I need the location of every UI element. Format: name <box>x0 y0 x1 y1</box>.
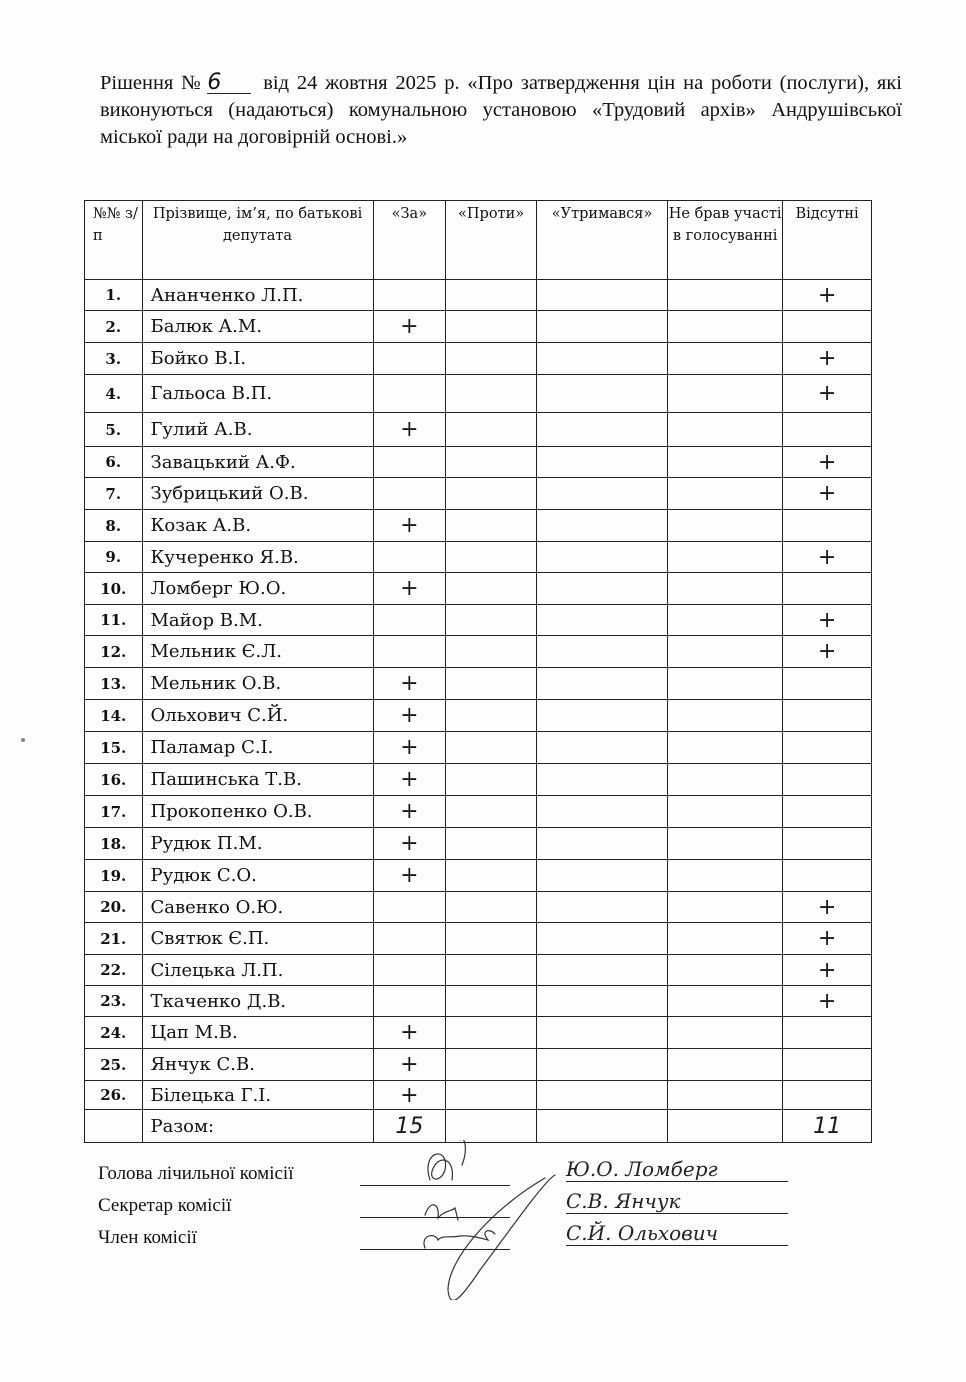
absent-cell: + <box>783 923 872 955</box>
vote-for-cell: + <box>373 1081 446 1110</box>
row-number: 3. <box>85 343 143 375</box>
row-number: 7. <box>85 478 143 510</box>
row-number: 1. <box>85 280 143 311</box>
vote-against-cell <box>446 828 537 860</box>
row-number: 2. <box>85 311 143 343</box>
vote-for-cell <box>373 892 446 923</box>
vote-for-cell: + <box>373 668 446 700</box>
vote-for-cell: + <box>373 796 446 828</box>
signature-role: Член комісії <box>98 1227 197 1248</box>
not-voted-cell <box>668 510 783 542</box>
not-voted-cell <box>668 892 783 923</box>
deputy-name: Бойко В.І. <box>142 343 373 375</box>
vote-against-cell <box>446 732 537 764</box>
vote-abstained-cell <box>536 375 667 413</box>
total-label: Разом: <box>142 1110 373 1143</box>
absent-cell <box>783 1049 872 1081</box>
absent-cell: + <box>783 280 872 311</box>
vote-abstained-cell <box>536 311 667 343</box>
vote-abstained-cell <box>536 892 667 923</box>
not-voted-cell <box>668 1049 783 1081</box>
deputy-name: Кучеренко Я.В. <box>142 542 373 573</box>
vote-against-cell <box>446 413 537 447</box>
header-abstained: «Утримався» <box>536 201 667 280</box>
absent-cell <box>783 510 872 542</box>
vote-abstained-cell <box>536 478 667 510</box>
table-row <box>85 923 872 955</box>
vote-abstained-cell <box>536 732 667 764</box>
header-against: «Проти» <box>446 201 537 280</box>
row-number: 10. <box>85 573 143 605</box>
vote-for-cell: + <box>373 764 446 796</box>
vote-against-cell <box>446 636 537 668</box>
header-not-voted: Не брав участі в голосуванні <box>668 201 783 280</box>
vote-for-cell <box>373 605 446 636</box>
table-row <box>85 892 872 923</box>
absent-cell <box>783 860 872 892</box>
deputy-name: Сілецька Л.П. <box>142 955 373 986</box>
absent-cell: + <box>783 636 872 668</box>
table-row <box>85 447 872 478</box>
table-row <box>85 510 872 542</box>
absent-cell <box>783 1017 872 1049</box>
row-number: 16. <box>85 764 143 796</box>
vote-against-cell <box>446 986 537 1017</box>
table-row <box>85 573 872 605</box>
row-number: 5. <box>85 413 143 447</box>
deputy-name: Ананченко Л.П. <box>142 280 373 311</box>
deputy-name: Майор В.М. <box>142 605 373 636</box>
decision-number: 6 <box>207 73 251 94</box>
vote-for-cell: + <box>373 1049 446 1081</box>
vote-abstained-cell <box>536 828 667 860</box>
vote-against-cell <box>446 605 537 636</box>
signature-line <box>360 1217 510 1218</box>
total-absent: 11 <box>783 1110 872 1143</box>
signature-line <box>360 1185 510 1186</box>
table-row <box>85 700 872 732</box>
vote-abstained-cell <box>536 860 667 892</box>
vote-for-cell: + <box>373 573 446 605</box>
deputy-name: Рудюк С.О. <box>142 860 373 892</box>
not-voted-cell <box>668 343 783 375</box>
vote-abstained-cell <box>536 542 667 573</box>
deputy-name: Мельник Є.Л. <box>142 636 373 668</box>
not-voted-cell <box>668 955 783 986</box>
table-row <box>85 955 872 986</box>
vote-against-cell <box>446 573 537 605</box>
row-number: 13. <box>85 668 143 700</box>
total-not-voted <box>668 1110 783 1143</box>
vote-against-cell <box>446 447 537 478</box>
row-number: 9. <box>85 542 143 573</box>
deputy-name: Завацький А.Ф. <box>142 447 373 478</box>
vote-abstained-cell <box>536 764 667 796</box>
not-voted-cell <box>668 828 783 860</box>
vote-for-cell: + <box>373 700 446 732</box>
vote-against-cell <box>446 1081 537 1110</box>
not-voted-cell <box>668 605 783 636</box>
vote-abstained-cell <box>536 923 667 955</box>
signature-role: Голова лічильної комісії <box>98 1163 294 1184</box>
vote-against-cell <box>446 923 537 955</box>
not-voted-cell <box>668 700 783 732</box>
vote-abstained-cell <box>536 573 667 605</box>
absent-cell: + <box>783 478 872 510</box>
deputy-name: Білецька Г.І. <box>142 1081 373 1110</box>
row-number: 6. <box>85 447 143 478</box>
deputy-name: Пашинська Т.В. <box>142 764 373 796</box>
table-row <box>85 343 872 375</box>
table-row <box>85 1049 872 1081</box>
table-row <box>85 478 872 510</box>
not-voted-cell <box>668 375 783 413</box>
not-voted-cell <box>668 478 783 510</box>
vote-abstained-cell <box>536 668 667 700</box>
row-number: 14. <box>85 700 143 732</box>
deputy-name: Ломберг Ю.О. <box>142 573 373 605</box>
not-voted-cell <box>668 764 783 796</box>
vote-for-cell <box>373 955 446 986</box>
row-number: 12. <box>85 636 143 668</box>
not-voted-cell <box>668 1081 783 1110</box>
absent-cell: + <box>783 605 872 636</box>
deputy-name: Балюк А.М. <box>142 311 373 343</box>
not-voted-cell <box>668 923 783 955</box>
signature-name: Ю.О. Ломберг <box>566 1157 788 1182</box>
row-number: 20. <box>85 892 143 923</box>
not-voted-cell <box>668 796 783 828</box>
vote-abstained-cell <box>536 955 667 986</box>
total-row <box>85 1110 872 1143</box>
row-number: 23. <box>85 986 143 1017</box>
absent-cell <box>783 311 872 343</box>
absent-cell: + <box>783 447 872 478</box>
table-row <box>85 280 872 311</box>
absent-cell <box>783 796 872 828</box>
table-row <box>85 636 872 668</box>
vote-against-cell <box>446 860 537 892</box>
vote-abstained-cell <box>536 280 667 311</box>
vote-against-cell <box>446 542 537 573</box>
table-row <box>85 796 872 828</box>
deputy-name: Ткаченко Д.В. <box>142 986 373 1017</box>
absent-cell <box>783 732 872 764</box>
decision-text: від 24 жовтня 2025 р. «Про затвердження цін на роботи (послуги), які виконуються (надаються) комунальною установою «Трудовий архів» Андрушівської міської ради на договірній основі.» <box>100 72 902 148</box>
vote-for-cell: + <box>373 413 446 447</box>
row-number: 24. <box>85 1017 143 1049</box>
absent-cell: + <box>783 986 872 1017</box>
deputy-name: Мельник О.В. <box>142 668 373 700</box>
voting-table <box>84 200 872 1143</box>
not-voted-cell <box>668 542 783 573</box>
absent-cell <box>783 828 872 860</box>
table-row <box>85 605 872 636</box>
table-row <box>85 668 872 700</box>
row-number: 4. <box>85 375 143 413</box>
table-row <box>85 1081 872 1110</box>
vote-for-cell: + <box>373 510 446 542</box>
vote-abstained-cell <box>536 986 667 1017</box>
deputy-name: Савенко О.Ю. <box>142 892 373 923</box>
signature-line <box>360 1249 510 1250</box>
deputy-name: Гулий А.В. <box>142 413 373 447</box>
absent-cell <box>783 413 872 447</box>
table-row <box>85 764 872 796</box>
vote-against-cell <box>446 668 537 700</box>
row-number: 17. <box>85 796 143 828</box>
decision-title <box>100 70 902 151</box>
not-voted-cell <box>668 413 783 447</box>
vote-abstained-cell <box>536 1081 667 1110</box>
vote-against-cell <box>446 955 537 986</box>
row-number: 11. <box>85 605 143 636</box>
absent-cell: + <box>783 343 872 375</box>
vote-for-cell: + <box>373 732 446 764</box>
row-number: 8. <box>85 510 143 542</box>
header-name: Прізвище, ім’я, по батькові депутата <box>142 201 373 280</box>
vote-for-cell: + <box>373 1017 446 1049</box>
total-for: 15 <box>373 1110 446 1143</box>
absent-cell: + <box>783 375 872 413</box>
signature-name: С.Й. Ольхович <box>566 1221 788 1246</box>
absent-cell <box>783 1081 872 1110</box>
table-body <box>85 280 872 1143</box>
vote-for-cell <box>373 542 446 573</box>
vote-against-cell <box>446 343 537 375</box>
vote-for-cell <box>373 447 446 478</box>
vote-against-cell <box>446 892 537 923</box>
row-number: 18. <box>85 828 143 860</box>
deputy-name: Прокопенко О.В. <box>142 796 373 828</box>
table-row <box>85 860 872 892</box>
table-row <box>85 986 872 1017</box>
deputy-name: Зубрицький О.В. <box>142 478 373 510</box>
signature-name: С.В. Янчук <box>566 1189 788 1214</box>
vote-for-cell <box>373 478 446 510</box>
absent-cell <box>783 668 872 700</box>
not-voted-cell <box>668 573 783 605</box>
vote-against-cell <box>446 478 537 510</box>
table-row <box>85 542 872 573</box>
deputy-name: Янчук С.В. <box>142 1049 373 1081</box>
vote-for-cell <box>373 343 446 375</box>
vote-against-cell <box>446 311 537 343</box>
vote-abstained-cell <box>536 1017 667 1049</box>
header-number: №№ з/п <box>85 201 143 280</box>
deputy-name: Паламар С.І. <box>142 732 373 764</box>
absent-cell <box>783 764 872 796</box>
deputy-name: Гальоса В.П. <box>142 375 373 413</box>
absent-cell: + <box>783 542 872 573</box>
vote-against-cell <box>446 280 537 311</box>
vote-abstained-cell <box>536 413 667 447</box>
not-voted-cell <box>668 732 783 764</box>
table-row <box>85 375 872 413</box>
deputy-name: Святюк Є.П. <box>142 923 373 955</box>
vote-against-cell <box>446 1017 537 1049</box>
vote-against-cell <box>446 700 537 732</box>
vote-abstained-cell <box>536 447 667 478</box>
not-voted-cell <box>668 1017 783 1049</box>
vote-abstained-cell <box>536 700 667 732</box>
deputy-name: Рудюк П.М. <box>142 828 373 860</box>
total-against <box>446 1110 537 1143</box>
vote-abstained-cell <box>536 510 667 542</box>
absent-cell <box>783 700 872 732</box>
not-voted-cell <box>668 447 783 478</box>
vote-abstained-cell <box>536 1049 667 1081</box>
vote-against-cell <box>446 764 537 796</box>
not-voted-cell <box>668 668 783 700</box>
table-row <box>85 828 872 860</box>
not-voted-cell <box>668 280 783 311</box>
row-number: 22. <box>85 955 143 986</box>
vote-abstained-cell <box>536 343 667 375</box>
row-number: 26. <box>85 1081 143 1110</box>
vote-for-cell <box>373 280 446 311</box>
decision-prefix: Рішення № <box>100 72 204 94</box>
not-voted-cell <box>668 860 783 892</box>
signature-role: Секретар комісії <box>98 1195 232 1216</box>
not-voted-cell <box>668 311 783 343</box>
not-voted-cell <box>668 636 783 668</box>
row-number: 15. <box>85 732 143 764</box>
deputy-name: Цап М.В. <box>142 1017 373 1049</box>
row-number: 25. <box>85 1049 143 1081</box>
total-number-cell <box>85 1110 143 1143</box>
table-header-row <box>85 201 872 280</box>
total-abstained <box>536 1110 667 1143</box>
vote-abstained-cell <box>536 796 667 828</box>
table-row <box>85 1017 872 1049</box>
row-number: 21. <box>85 923 143 955</box>
vote-for-cell <box>373 923 446 955</box>
absent-cell: + <box>783 892 872 923</box>
absent-cell: + <box>783 955 872 986</box>
scan-speck <box>21 738 25 742</box>
not-voted-cell <box>668 986 783 1017</box>
vote-against-cell <box>446 796 537 828</box>
vote-for-cell <box>373 375 446 413</box>
vote-for-cell <box>373 986 446 1017</box>
vote-for-cell: + <box>373 828 446 860</box>
signature-scribbles <box>330 1140 580 1300</box>
table-row <box>85 413 872 447</box>
vote-against-cell <box>446 510 537 542</box>
absent-cell <box>783 573 872 605</box>
deputy-name: Ольхович С.Й. <box>142 700 373 732</box>
header-absent: Відсутні <box>783 201 872 280</box>
vote-for-cell <box>373 636 446 668</box>
row-number: 19. <box>85 860 143 892</box>
vote-for-cell: + <box>373 311 446 343</box>
table-row <box>85 311 872 343</box>
deputy-name: Козак А.В. <box>142 510 373 542</box>
vote-for-cell: + <box>373 860 446 892</box>
vote-abstained-cell <box>536 605 667 636</box>
vote-against-cell <box>446 375 537 413</box>
table-row <box>85 732 872 764</box>
header-for: «За» <box>373 201 446 280</box>
vote-against-cell <box>446 1049 537 1081</box>
vote-abstained-cell <box>536 636 667 668</box>
